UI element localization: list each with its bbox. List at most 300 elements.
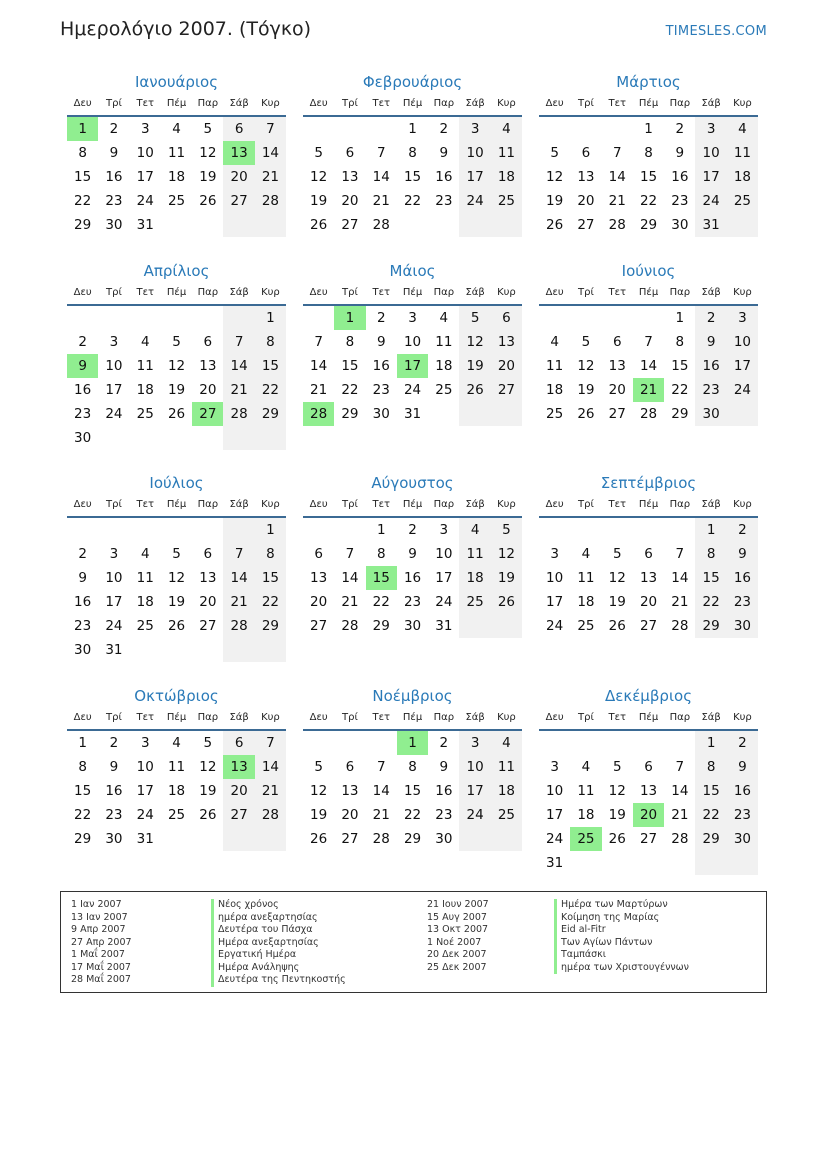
empty-day-cell bbox=[255, 426, 286, 450]
holiday-day-cell: 13 bbox=[223, 755, 254, 779]
weekday-label: Παρ bbox=[433, 499, 455, 510]
weekday-header bbox=[303, 282, 522, 306]
empty-day-cell bbox=[161, 638, 192, 662]
day-cell: 8 bbox=[408, 145, 417, 161]
day-cell: 22 bbox=[341, 382, 359, 398]
weekday-label: Σάβ bbox=[701, 98, 721, 109]
day-cell: 14 bbox=[255, 755, 286, 779]
day-cell: 21 bbox=[341, 594, 359, 610]
day-cell: 4 bbox=[727, 117, 758, 141]
day-cell: 7 bbox=[644, 334, 653, 350]
month-2 bbox=[303, 71, 522, 237]
weekday-label: Δευ bbox=[545, 712, 564, 723]
day-cell: 12 bbox=[167, 358, 186, 374]
day-cell: 10 bbox=[695, 141, 726, 165]
day-cell: 25 bbox=[167, 807, 186, 823]
day-cell: 3 bbox=[727, 306, 758, 330]
day-cell: 13 bbox=[577, 169, 595, 185]
day-cell: 2 bbox=[376, 310, 386, 326]
day-cell: 31 bbox=[136, 831, 154, 847]
day-cell: 19 bbox=[199, 169, 217, 185]
empty-day-cell bbox=[130, 518, 161, 542]
day-cell: 22 bbox=[671, 382, 689, 398]
empty-day-cell bbox=[539, 306, 570, 330]
day-cell: 18 bbox=[459, 566, 490, 590]
day-cell: 18 bbox=[136, 594, 154, 610]
day-cell: 6 bbox=[345, 145, 355, 161]
weekday-label: Σάβ bbox=[229, 98, 249, 109]
day-cell: 9 bbox=[109, 145, 119, 161]
day-cell: 27 bbox=[223, 803, 254, 827]
day-cell: 10 bbox=[136, 145, 154, 161]
day-cell: 24 bbox=[403, 382, 422, 398]
day-cell: 10 bbox=[403, 334, 422, 350]
day-cell: 9 bbox=[439, 145, 449, 161]
day-cell: 21 bbox=[255, 165, 286, 189]
weekday-label: Τετ bbox=[608, 499, 627, 510]
day-cell: 26 bbox=[199, 807, 217, 823]
day-cell: 26 bbox=[310, 217, 328, 233]
weekday-label: Παρ bbox=[433, 98, 455, 109]
weekday-label: Παρ bbox=[433, 712, 455, 723]
day-cell: 14 bbox=[372, 783, 390, 799]
day-cell: 15 bbox=[403, 783, 422, 799]
day-cell: 27 bbox=[491, 378, 522, 402]
day-cell: 23 bbox=[435, 807, 453, 823]
day-cell: 27 bbox=[223, 189, 254, 213]
day-cell: 19 bbox=[491, 566, 522, 590]
day-cell: 18 bbox=[491, 779, 522, 803]
empty-day-cell bbox=[539, 518, 570, 542]
day-cell: 27 bbox=[341, 217, 359, 233]
empty-day-cell bbox=[334, 117, 365, 141]
day-cell: 24 bbox=[459, 803, 490, 827]
day-cell: 26 bbox=[167, 618, 186, 634]
day-cell: 8 bbox=[675, 334, 685, 350]
day-cell: 11 bbox=[459, 542, 490, 566]
day-cell: 25 bbox=[491, 803, 522, 827]
weekday-label: Σάβ bbox=[701, 712, 721, 723]
weekday-label: Πέμ bbox=[402, 98, 423, 109]
empty-day-cell bbox=[161, 306, 192, 330]
day-cell: 7 bbox=[675, 546, 685, 562]
day-cell: 19 bbox=[310, 807, 328, 823]
day-cell: 28 bbox=[341, 618, 359, 634]
day-cell: 8 bbox=[345, 334, 355, 350]
legend-holiday-date: 1 Νοέ 2007 bbox=[427, 936, 482, 948]
holiday-day-cell: 17 bbox=[397, 354, 428, 378]
day-cell: 7 bbox=[314, 334, 323, 350]
day-cell: 29 bbox=[695, 827, 726, 851]
day-cell: 5 bbox=[581, 334, 591, 350]
day-cell: 27 bbox=[639, 831, 658, 847]
weekday-label: Σάβ bbox=[229, 499, 249, 510]
day-cell: 15 bbox=[74, 169, 92, 185]
weekday-label: Κυρ bbox=[261, 287, 280, 298]
day-cell: 9 bbox=[408, 546, 417, 562]
day-cell: 26 bbox=[546, 217, 564, 233]
day-cell: 19 bbox=[577, 382, 595, 398]
weekday-label: Σάβ bbox=[465, 712, 485, 723]
weekday-label: Τετ bbox=[372, 98, 391, 109]
empty-day-cell bbox=[633, 851, 664, 875]
empty-day-cell bbox=[727, 402, 758, 426]
empty-day-cell bbox=[570, 851, 601, 875]
day-cell: 17 bbox=[727, 354, 758, 378]
day-cell: 17 bbox=[136, 169, 154, 185]
day-cell: 24 bbox=[695, 189, 726, 213]
weekday-label: Κυρ bbox=[733, 499, 752, 510]
weekday-label: Σάβ bbox=[701, 499, 721, 510]
day-cell: 22 bbox=[403, 807, 422, 823]
day-cell: 28 bbox=[372, 217, 390, 233]
weekday-label: Σάβ bbox=[229, 287, 249, 298]
legend-holiday-name: Κοίμηση της Μαρίας bbox=[554, 912, 689, 925]
day-cell: 5 bbox=[203, 735, 213, 751]
empty-day-cell bbox=[459, 213, 490, 237]
holiday-day-cell: 1 bbox=[334, 306, 365, 330]
day-cell: 16 bbox=[74, 382, 92, 398]
holiday-day-cell: 1 bbox=[397, 731, 428, 755]
legend-names-right bbox=[554, 899, 689, 974]
day-cell: 5 bbox=[459, 306, 490, 330]
day-cell: 26 bbox=[491, 590, 522, 614]
day-cell: 28 bbox=[372, 831, 390, 847]
day-cell: 27 bbox=[639, 618, 658, 634]
empty-day-cell bbox=[602, 306, 633, 330]
day-cell: 14 bbox=[223, 566, 254, 590]
day-cell: 7 bbox=[255, 117, 286, 141]
legend-holiday-date: 13 Οκτ 2007 bbox=[427, 924, 489, 935]
day-cell: 7 bbox=[376, 145, 386, 161]
day-cell: 25 bbox=[435, 382, 453, 398]
holiday-day-cell: 21 bbox=[633, 378, 664, 402]
day-cell: 11 bbox=[136, 358, 154, 374]
day-cell: 6 bbox=[223, 117, 254, 141]
legend-holiday-date: 20 Δεκ 2007 bbox=[427, 949, 487, 960]
holiday-day-cell: 28 bbox=[303, 402, 334, 426]
empty-day-cell bbox=[130, 426, 161, 450]
legend-holiday-name: Δευτέρα της Πεντηκοστής bbox=[211, 974, 346, 987]
legend-holiday-name: Ημέρα των Μαρτύρων bbox=[554, 899, 689, 912]
day-cell: 13 bbox=[341, 783, 359, 799]
empty-day-cell bbox=[428, 213, 459, 237]
day-cell: 16 bbox=[435, 783, 453, 799]
day-cell: 17 bbox=[546, 807, 564, 823]
day-cell: 23 bbox=[74, 618, 92, 634]
empty-day-cell bbox=[98, 306, 129, 330]
days-grid bbox=[539, 518, 758, 638]
month-name: Αύγουστος bbox=[371, 474, 454, 492]
day-cell: 2 bbox=[109, 735, 119, 751]
weekday-label: Τρί bbox=[342, 287, 358, 298]
empty-day-cell bbox=[223, 426, 254, 450]
days-grid bbox=[539, 117, 758, 237]
day-cell: 8 bbox=[695, 542, 726, 566]
day-cell: 29 bbox=[341, 406, 359, 422]
weekday-label: Παρ bbox=[197, 287, 219, 298]
day-cell: 22 bbox=[255, 378, 286, 402]
day-cell: 7 bbox=[675, 759, 685, 775]
day-cell: 30 bbox=[74, 430, 92, 446]
day-cell: 14 bbox=[310, 358, 328, 374]
day-cell: 20 bbox=[608, 382, 626, 398]
day-cell: 1 bbox=[255, 306, 286, 330]
day-cell: 21 bbox=[310, 382, 328, 398]
weekday-label: Κυρ bbox=[497, 98, 516, 109]
day-cell: 16 bbox=[695, 354, 726, 378]
weekday-label: Πέμ bbox=[402, 712, 423, 723]
day-cell: 31 bbox=[136, 217, 154, 233]
day-cell: 10 bbox=[105, 358, 123, 374]
day-cell: 12 bbox=[310, 169, 328, 185]
day-cell: 29 bbox=[372, 618, 390, 634]
legend-holiday-name: ημέρα ανεξαρτησίας bbox=[211, 912, 346, 925]
day-cell: 24 bbox=[459, 189, 490, 213]
day-cell: 5 bbox=[314, 759, 323, 775]
weekday-label: Πέμ bbox=[638, 98, 659, 109]
empty-day-cell bbox=[192, 518, 223, 542]
day-cell: 20 bbox=[199, 594, 217, 610]
day-cell: 9 bbox=[695, 330, 726, 354]
day-cell: 22 bbox=[255, 590, 286, 614]
day-cell: 24 bbox=[136, 807, 154, 823]
weekday-label: Κυρ bbox=[497, 287, 516, 298]
empty-day-cell bbox=[664, 731, 695, 755]
day-cell: 14 bbox=[341, 570, 359, 586]
day-cell: 20 bbox=[577, 193, 595, 209]
day-cell: 21 bbox=[608, 193, 626, 209]
day-cell: 25 bbox=[727, 189, 758, 213]
month-name: Μάρτιος bbox=[616, 73, 681, 91]
day-cell: 3 bbox=[459, 731, 490, 755]
day-cell: 28 bbox=[639, 406, 658, 422]
empty-day-cell bbox=[602, 117, 633, 141]
legend-holiday-date: 27 Απρ 2007 bbox=[71, 936, 132, 948]
day-cell: 4 bbox=[172, 735, 181, 751]
day-cell: 3 bbox=[408, 310, 417, 326]
weekday-label: Τετ bbox=[608, 98, 627, 109]
empty-day-cell bbox=[459, 402, 490, 426]
empty-day-cell bbox=[633, 306, 664, 330]
day-cell: 17 bbox=[459, 165, 490, 189]
month-name: Νοέμβριος bbox=[372, 687, 453, 705]
day-cell: 4 bbox=[581, 546, 591, 562]
empty-day-cell bbox=[602, 851, 633, 875]
day-cell: 22 bbox=[372, 594, 390, 610]
empty-day-cell bbox=[161, 426, 192, 450]
weekday-label: Τρί bbox=[342, 98, 358, 109]
empty-day-cell bbox=[570, 731, 601, 755]
day-cell: 27 bbox=[199, 618, 217, 634]
weekday-label: Σάβ bbox=[465, 98, 485, 109]
day-cell: 6 bbox=[612, 334, 622, 350]
day-cell: 12 bbox=[199, 145, 217, 161]
holiday-day-cell: 9 bbox=[67, 354, 98, 378]
day-cell: 9 bbox=[109, 759, 119, 775]
day-cell: 30 bbox=[671, 217, 689, 233]
legend-holiday-date: 1 Ιαν 2007 bbox=[71, 899, 122, 910]
day-cell: 18 bbox=[167, 783, 186, 799]
day-cell: 29 bbox=[671, 406, 689, 422]
day-cell: 22 bbox=[695, 803, 726, 827]
day-cell: 31 bbox=[695, 213, 726, 237]
day-cell: 30 bbox=[105, 831, 123, 847]
holiday-day-cell: 1 bbox=[67, 117, 98, 141]
weekday-label: Κυρ bbox=[261, 499, 280, 510]
day-cell: 23 bbox=[74, 406, 92, 422]
day-cell: 4 bbox=[459, 518, 490, 542]
day-cell: 19 bbox=[167, 594, 186, 610]
weekday-label: Δευ bbox=[309, 98, 328, 109]
empty-day-cell bbox=[130, 638, 161, 662]
day-cell: 14 bbox=[639, 358, 658, 374]
weekday-label: Παρ bbox=[669, 98, 691, 109]
day-cell: 28 bbox=[671, 618, 689, 634]
day-cell: 20 bbox=[199, 382, 217, 398]
day-cell: 12 bbox=[310, 783, 328, 799]
weekday-label: Πέμ bbox=[638, 287, 659, 298]
day-cell: 27 bbox=[341, 831, 359, 847]
day-cell: 26 bbox=[310, 831, 328, 847]
day-cell: 23 bbox=[105, 807, 123, 823]
day-cell: 30 bbox=[727, 614, 758, 638]
day-cell: 11 bbox=[167, 759, 186, 775]
weekday-header bbox=[67, 707, 286, 731]
empty-day-cell bbox=[161, 827, 192, 851]
day-cell: 18 bbox=[435, 358, 453, 374]
empty-day-cell bbox=[491, 213, 522, 237]
legend-holiday-name: Των Αγίων Πάντων bbox=[554, 937, 689, 950]
weekday-header bbox=[539, 494, 758, 518]
day-cell: 15 bbox=[74, 783, 92, 799]
month-7 bbox=[67, 472, 286, 662]
weekday-label: Τετ bbox=[608, 287, 627, 298]
legend-holiday-name: Ημέρα Ανάληψης bbox=[211, 962, 346, 975]
weekday-label: Κυρ bbox=[497, 712, 516, 723]
weekday-label: Τρί bbox=[578, 287, 594, 298]
month-name: Μάιος bbox=[389, 262, 436, 280]
day-cell: 13 bbox=[608, 358, 626, 374]
day-cell: 20 bbox=[639, 594, 658, 610]
day-cell: 5 bbox=[491, 518, 522, 542]
day-cell: 10 bbox=[105, 570, 123, 586]
day-cell: 25 bbox=[577, 618, 595, 634]
day-cell: 24 bbox=[435, 594, 453, 610]
empty-day-cell bbox=[223, 306, 254, 330]
day-cell: 11 bbox=[491, 141, 522, 165]
day-cell: 19 bbox=[167, 382, 186, 398]
day-cell: 21 bbox=[671, 807, 689, 823]
legend-holiday-name: Eid al-Fitr bbox=[554, 924, 689, 937]
weekday-label: Σάβ bbox=[465, 287, 485, 298]
day-cell: 10 bbox=[435, 546, 453, 562]
empty-day-cell bbox=[633, 731, 664, 755]
day-cell: 13 bbox=[310, 570, 328, 586]
empty-day-cell bbox=[459, 827, 490, 851]
day-cell: 22 bbox=[403, 193, 422, 209]
day-cell: 23 bbox=[372, 382, 390, 398]
day-cell: 23 bbox=[727, 803, 758, 827]
weekday-label: Κυρ bbox=[261, 98, 280, 109]
weekday-label: Δευ bbox=[545, 287, 564, 298]
weekday-label: Παρ bbox=[197, 98, 219, 109]
day-cell: 5 bbox=[612, 759, 622, 775]
empty-day-cell bbox=[664, 518, 695, 542]
day-cell: 28 bbox=[255, 803, 286, 827]
day-cell: 4 bbox=[172, 121, 181, 137]
weekday-label: Δευ bbox=[545, 499, 564, 510]
month-10 bbox=[67, 685, 286, 851]
weekday-label: Τετ bbox=[136, 287, 155, 298]
holiday-day-cell: 27 bbox=[192, 402, 223, 426]
empty-day-cell bbox=[602, 731, 633, 755]
day-cell: 12 bbox=[608, 783, 626, 799]
day-cell: 25 bbox=[546, 406, 564, 422]
weekday-label: Τρί bbox=[106, 98, 122, 109]
day-cell: 14 bbox=[255, 141, 286, 165]
day-cell: 18 bbox=[727, 165, 758, 189]
legend-holiday-name: Νέος χρόνος bbox=[211, 899, 346, 912]
day-cell: 23 bbox=[727, 590, 758, 614]
weekday-label: Σάβ bbox=[229, 712, 249, 723]
day-cell: 16 bbox=[435, 169, 453, 185]
weekday-label: Τρί bbox=[342, 712, 358, 723]
site-link[interactable]: TIMESLES.COM bbox=[665, 24, 767, 39]
legend-dates-left bbox=[71, 899, 132, 987]
day-cell: 29 bbox=[695, 614, 726, 638]
day-cell: 19 bbox=[608, 594, 626, 610]
month-8 bbox=[303, 472, 522, 638]
empty-day-cell bbox=[67, 518, 98, 542]
day-cell: 23 bbox=[695, 378, 726, 402]
day-cell: 3 bbox=[459, 117, 490, 141]
empty-day-cell bbox=[192, 306, 223, 330]
day-cell: 11 bbox=[167, 145, 186, 161]
legend-holiday-name: Ημέρα ανεξαρτησίας bbox=[211, 937, 346, 950]
day-cell: 3 bbox=[550, 546, 559, 562]
day-cell: 10 bbox=[546, 570, 564, 586]
day-cell: 6 bbox=[644, 546, 653, 562]
day-cell: 25 bbox=[136, 618, 154, 634]
day-cell: 20 bbox=[341, 807, 359, 823]
weekday-header bbox=[539, 93, 758, 117]
empty-day-cell bbox=[727, 851, 758, 875]
empty-day-cell bbox=[727, 213, 758, 237]
day-cell: 11 bbox=[727, 141, 758, 165]
day-cell: 27 bbox=[310, 618, 328, 634]
day-cell: 21 bbox=[372, 193, 390, 209]
day-cell: 13 bbox=[341, 169, 359, 185]
day-cell: 16 bbox=[105, 783, 123, 799]
day-cell: 15 bbox=[639, 169, 658, 185]
empty-day-cell bbox=[570, 306, 601, 330]
empty-day-cell bbox=[161, 213, 192, 237]
day-cell: 21 bbox=[223, 590, 254, 614]
weekday-label: Κυρ bbox=[733, 712, 752, 723]
weekday-label: Πέμ bbox=[166, 499, 187, 510]
weekday-label: Τρί bbox=[578, 98, 594, 109]
empty-day-cell bbox=[570, 117, 601, 141]
day-cell: 14 bbox=[372, 169, 390, 185]
day-cell: 19 bbox=[608, 807, 626, 823]
day-cell: 17 bbox=[435, 570, 453, 586]
day-cell: 8 bbox=[78, 759, 87, 775]
day-cell: 7 bbox=[376, 759, 386, 775]
day-cell: 9 bbox=[727, 755, 758, 779]
day-cell: 28 bbox=[671, 831, 689, 847]
day-cell: 16 bbox=[727, 566, 758, 590]
